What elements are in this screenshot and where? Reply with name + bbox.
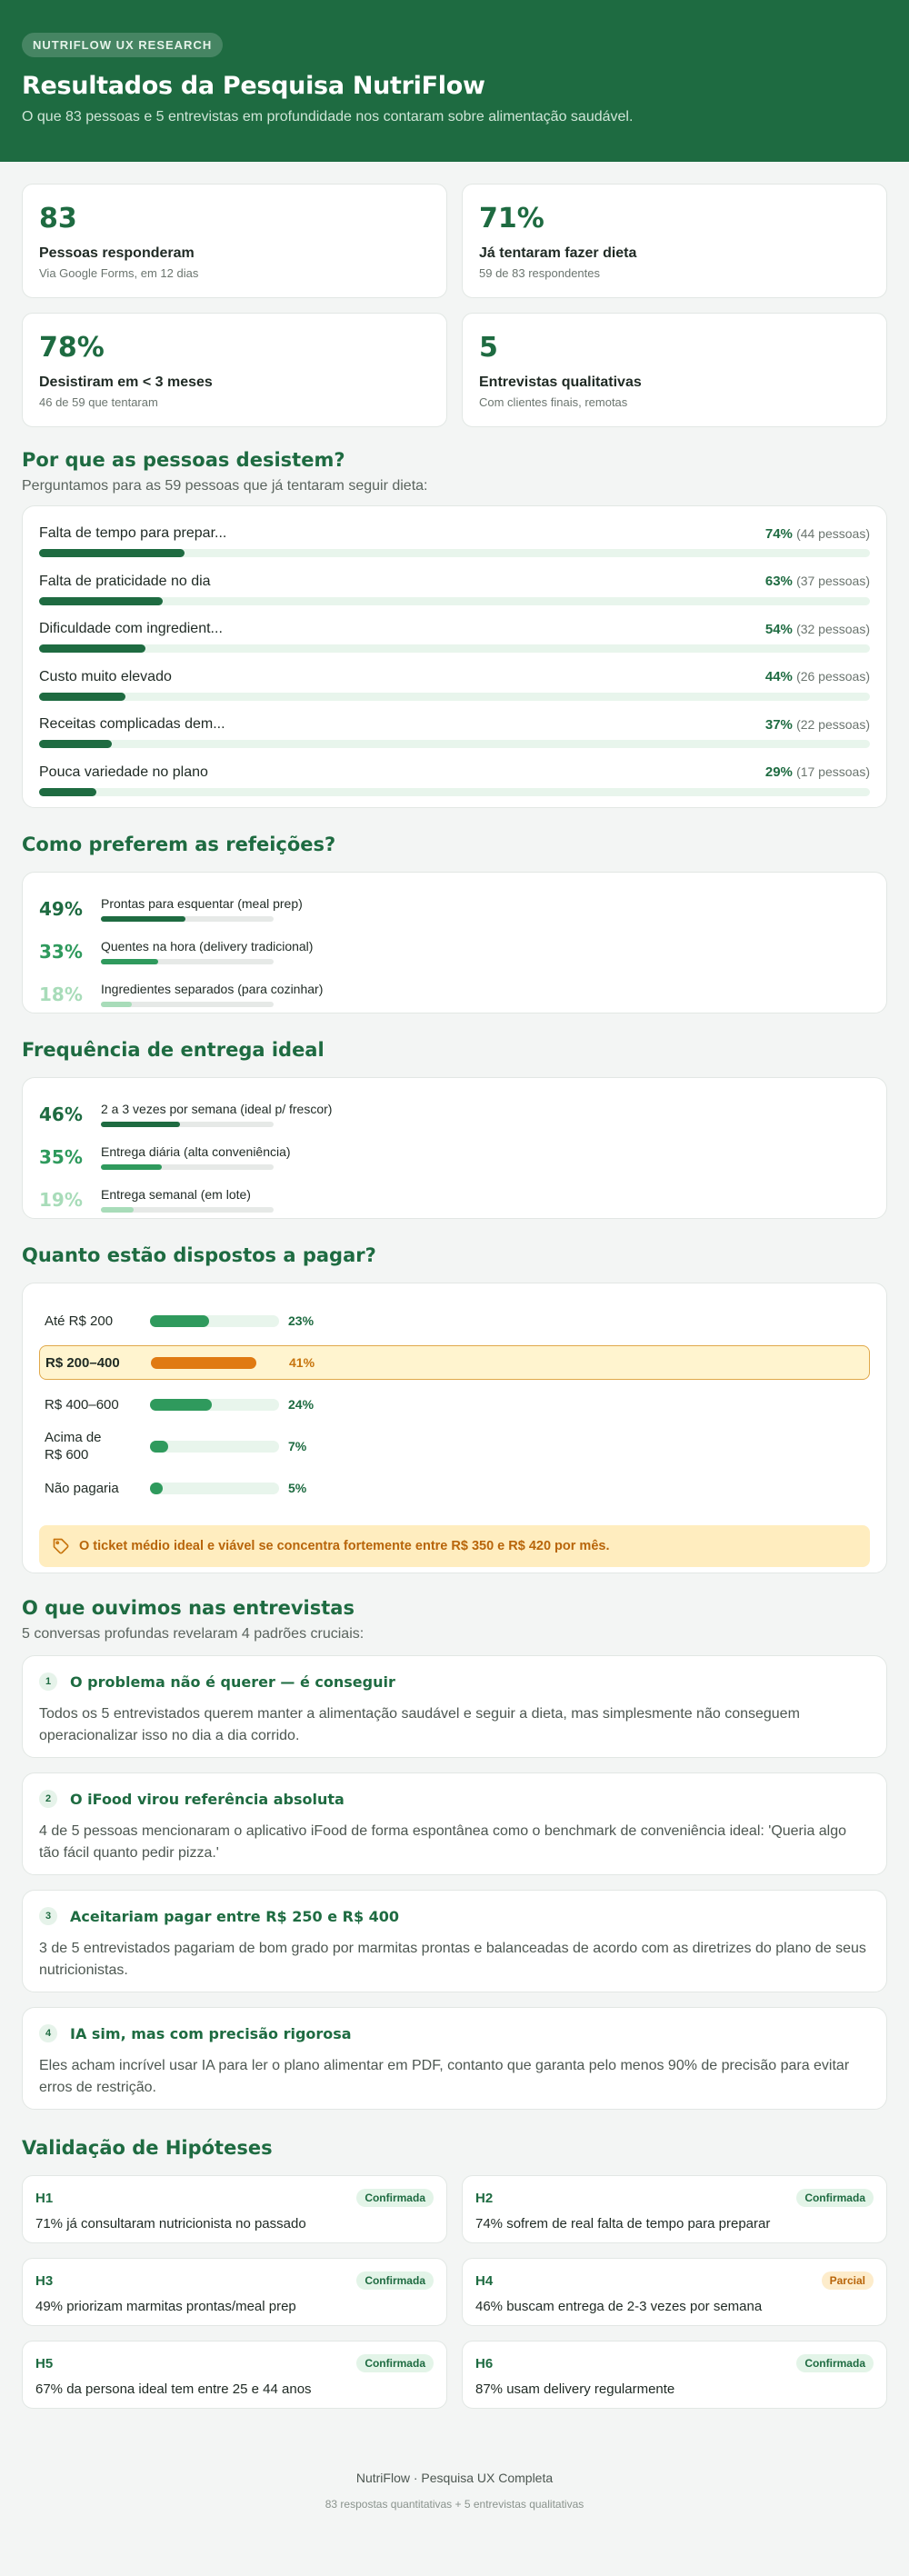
insight-number: 2 [39, 1790, 57, 1808]
interviews-title: O que ouvimos nas entrevistas [22, 1597, 355, 1619]
meal-percent: 33% [39, 940, 83, 963]
stat-sub: Com clientes finais, remotas [479, 395, 628, 409]
stat-number: 5 [479, 332, 498, 364]
page-title: Resultados da Pesquisa NutriFlow [22, 72, 485, 100]
reason-row [39, 664, 870, 713]
reason-percent: 37% (22 pessoas) [764, 716, 870, 733]
meal-bar [101, 916, 185, 922]
reason-label: Falta de praticidade no dia [39, 573, 211, 589]
reason-bar [39, 644, 145, 653]
reason-bar-track [39, 597, 870, 605]
delivery-bar [101, 1164, 162, 1170]
hypothesis-id: H2 [475, 2190, 494, 2206]
reasons-subtitle: Perguntamos para as 59 pessoas que já tentaram seguir dieta: [22, 478, 428, 494]
hypothesis-text: 49% priorizam marmitas prontas/meal prep [35, 2299, 296, 2314]
reasons-card [22, 505, 887, 808]
delivery-percent: 35% [39, 1145, 83, 1168]
pay-bar [151, 1357, 256, 1369]
insight-number: 1 [39, 1672, 57, 1691]
stat-number: 78% [39, 332, 105, 364]
hypothesis-text: 46% buscam entrega de 2-3 vezes por semana [475, 2299, 763, 2314]
reason-percent: 44% (26 pessoas) [764, 669, 870, 684]
hypothesis-card [22, 2175, 447, 2243]
delivery-label: Entrega semanal (em lote) [101, 1186, 251, 1202]
pay-row [39, 1425, 870, 1467]
status-badge: Confirmada [356, 2189, 434, 2207]
insight-body: 4 de 5 pessoas mencionaram o aplicativo iFood de forma espontânea como o benchmark de conveniência ideal: 'Queria algo tão fácil quanto pedir pizza.' [39, 1823, 847, 1861]
stats-grid [22, 184, 887, 427]
delivery-bar [101, 1122, 180, 1127]
pay-title: Quanto estão dispostos a pagar? [22, 1244, 376, 1266]
reason-bar-track [39, 788, 870, 796]
stat-number: 83 [39, 203, 77, 235]
hypothesis-id: H5 [35, 2355, 54, 2371]
pay-label: R$ 200–400 [45, 1354, 120, 1371]
page-header [0, 0, 909, 162]
interviews-subtitle: 5 conversas profundas revelaram 4 padrões cruciais: [22, 1626, 365, 1642]
insight-card [22, 1890, 887, 1992]
insight-title: O iFood virou referência absoluta [70, 1790, 345, 1808]
insight-body: Eles acham incrível usar IA para ler o plano alimentar em PDF, contanto que garanta pelo menos 90% de precisão para evitar erros de restrição. [39, 2058, 850, 2095]
hypotheses-title: Validação de Hipóteses [22, 2137, 273, 2159]
reason-row [39, 760, 870, 808]
pay-bar-track [151, 1357, 280, 1369]
pay-percent: 24% [288, 1397, 315, 1412]
hypothesis-id: H3 [35, 2272, 54, 2289]
reason-percent: 63% (37 pessoas) [764, 574, 870, 589]
pay-row-highlight [39, 1345, 870, 1380]
reason-percent: 74% (44 pessoas) [764, 525, 870, 542]
reason-bar [39, 740, 112, 748]
stat-card [22, 184, 447, 298]
pay-row [39, 1383, 870, 1425]
insight-body: Todos os 5 entrevistados querem manter a alimentação saudável e seguir a dieta, mas simplesmente não conseguem operacionalizar isso no dia a dia corrido. [39, 1706, 800, 1743]
delivery-card [22, 1077, 887, 1219]
page-subtitle: O que 83 pessoas e 5 entrevistas em profundidade nos contaram sobre alimentação saudável. [22, 109, 634, 125]
stat-number: 71% [479, 203, 544, 235]
delivery-percent: 46% [39, 1103, 83, 1125]
hypothesis-card [22, 2258, 447, 2326]
meal-bar [101, 1002, 132, 1007]
reason-label: Pouca variedade no plano [39, 764, 208, 780]
hypothesis-text: 71% já consultaram nutricionista no passado [35, 2216, 306, 2232]
status-badge: Confirmada [356, 2271, 434, 2290]
status-badge: Confirmada [796, 2354, 874, 2372]
hypothesis-text: 74% sofrem de real falta de tempo para preparar [475, 2216, 771, 2232]
insight-title: O problema não é querer — é conseguir [70, 1672, 395, 1691]
footer-title: NutriFlow · Pesquisa UX Completa [355, 2471, 554, 2485]
insight-card [22, 1655, 887, 1758]
hypothesis-text: 87% usam delivery regularmente [475, 2381, 675, 2397]
stat-sub: 59 de 83 respondentes [479, 266, 600, 280]
reason-row [39, 569, 870, 617]
reasons-title: Por que as pessoas desistem? [22, 449, 345, 471]
stat-sub: 46 de 59 que tentaram [39, 395, 158, 409]
meal-bar-track [101, 1002, 274, 1007]
meals-title: Como preferem as refeições? [22, 834, 336, 855]
meal-percent: 18% [39, 983, 83, 1005]
pay-row [39, 1467, 870, 1509]
stat-sub: Via Google Forms, em 12 dias [39, 266, 199, 280]
reason-row [39, 712, 870, 760]
hypothesis-text: 67% da persona ideal tem entre 25 e 44 anos [35, 2381, 312, 2397]
reason-row [39, 521, 870, 569]
stat-label: Já tentaram fazer dieta [479, 245, 637, 261]
pay-bar-track [150, 1399, 279, 1411]
hypothesis-card [462, 2175, 887, 2243]
hypothesis-card [462, 2341, 887, 2409]
insight-number: 3 [39, 1907, 57, 1925]
pay-label: Até R$ 200 [45, 1313, 114, 1329]
reason-bar-track [39, 740, 870, 748]
eyebrow-badge: NUTRIFLOW UX RESEARCH [22, 33, 223, 57]
page-footer [22, 2471, 887, 2511]
insight-title: IA sim, mas com precisão rigorosa [70, 2024, 352, 2042]
hypothesis-id: H1 [35, 2190, 54, 2206]
pay-bar [150, 1441, 168, 1453]
status-badge: Confirmada [796, 2189, 874, 2207]
reason-bar-track [39, 549, 870, 557]
footer-subtitle: 83 respostas quantitativas + 5 entrevistas qualitativas [325, 2498, 584, 2511]
meal-row [39, 930, 870, 973]
delivery-percent: 19% [39, 1188, 83, 1211]
reason-bar [39, 549, 185, 557]
delivery-bar-track [101, 1207, 274, 1213]
pay-bar [150, 1315, 209, 1327]
reason-bar-track [39, 693, 870, 701]
reason-bar [39, 693, 125, 701]
reason-percent: 29% (17 pessoas) [764, 764, 870, 780]
reason-label: Receitas complicadas dem... [39, 716, 225, 732]
reason-label: Falta de tempo para prepar... [39, 525, 227, 541]
pay-bar [150, 1483, 163, 1494]
stat-label: Pessoas responderam [39, 245, 195, 261]
reason-bar-track [39, 644, 870, 653]
meal-bar-track [101, 959, 274, 964]
stat-label: Entrevistas qualitativas [479, 374, 642, 390]
status-badge: Confirmada [356, 2354, 434, 2372]
reason-row [39, 616, 870, 664]
stat-card [462, 184, 887, 298]
pay-card [22, 1283, 887, 1573]
pay-bar-track [150, 1483, 279, 1494]
reason-bar [39, 788, 96, 796]
pay-percent: 5% [288, 1481, 307, 1495]
reason-percent: 54% (32 pessoas) [764, 621, 870, 637]
pay-percent: 7% [288, 1439, 307, 1453]
meal-bar [101, 959, 158, 964]
delivery-title: Frequência de entrega ideal [22, 1039, 325, 1061]
pay-percent: 41% [289, 1355, 315, 1370]
meal-label: Prontas para esquentar (meal prep) [101, 895, 303, 911]
reason-label: Dificuldade com ingredient... [39, 621, 223, 636]
pay-bar [150, 1399, 212, 1411]
reason-bar [39, 597, 163, 605]
delivery-row [39, 1093, 870, 1135]
pay-percent: 23% [288, 1313, 315, 1328]
meal-percent: 49% [39, 897, 83, 920]
pay-label: Acima de R$ 600 [45, 1430, 102, 1463]
insight-number: 4 [39, 2024, 57, 2042]
status-badge: Parcial [822, 2271, 874, 2290]
pay-bar-track [150, 1315, 279, 1327]
hypothesis-id: H4 [475, 2272, 494, 2289]
stat-card [462, 313, 887, 427]
insight-card [22, 1772, 887, 1875]
pay-label: R$ 400–600 [45, 1396, 119, 1413]
insight-card [22, 2007, 887, 2110]
meal-label: Ingredientes separados (para cozinhar) [101, 981, 324, 996]
stat-label: Desistiram em < 3 meses [39, 374, 213, 390]
delivery-bar-track [101, 1122, 274, 1127]
stat-card [22, 313, 447, 427]
insight-body: 3 de 5 entrevistados pagariam de bom grado por marmitas prontas e balanceadas de acordo com as diretrizes do plano de seus nutricionistas. [39, 1941, 866, 1978]
insight-title: Aceitariam pagar entre R$ 250 e R$ 400 [70, 1907, 400, 1925]
meal-bar-track [101, 916, 274, 922]
hypothesis-card [22, 2341, 447, 2409]
delivery-row [39, 1135, 870, 1178]
hypotheses-grid [22, 2175, 887, 2409]
reason-label: Custo muito elevado [39, 668, 172, 684]
delivery-label: Entrega diária (alta conveniência) [101, 1143, 291, 1159]
tag-icon [52, 1537, 70, 1555]
delivery-row [39, 1178, 870, 1221]
meal-row [39, 973, 870, 1015]
delivery-bar-track [101, 1164, 274, 1170]
pay-row [39, 1300, 870, 1342]
hypothesis-card [462, 2258, 887, 2326]
delivery-label: 2 a 3 vezes por semana (ideal p/ frescor) [101, 1101, 333, 1116]
meal-label: Quentes na hora (delivery tradicional) [101, 938, 314, 954]
pay-note [39, 1525, 870, 1567]
meal-row [39, 887, 870, 930]
meals-card [22, 872, 887, 1013]
pay-label: Não pagaria [45, 1480, 119, 1496]
pay-note-text: O ticket médio ideal e viável se concentra fortemente entre R$ 350 e R$ 420 por mês. [79, 1539, 610, 1553]
delivery-bar [101, 1207, 134, 1213]
hypothesis-id: H6 [475, 2355, 494, 2371]
pay-bar-track [150, 1441, 279, 1453]
